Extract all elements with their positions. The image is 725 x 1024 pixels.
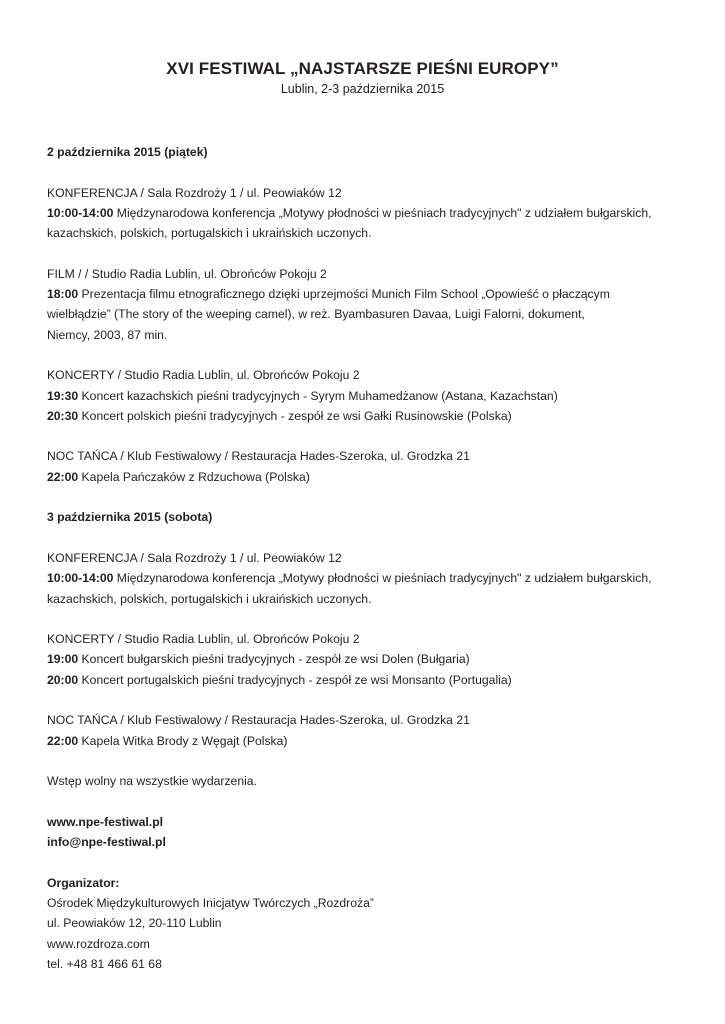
day1-heading: 2 października 2015 (piątek) — [47, 145, 208, 159]
day1-conference-line1 — [47, 203, 697, 223]
day2-concert-item2-time: 20:00 — [47, 672, 79, 687]
organizer-label: Organizator: — [47, 875, 120, 890]
day2-dance-text: Kapela Witka Brody z Węgajt (Polska) — [78, 733, 288, 748]
page-title: XVI FESTIWAL „NAJSTARSZE PIEŚNI EUROPY” — [166, 59, 559, 78]
organizer-phone: tel. +48 81 466 61 68 — [47, 956, 162, 971]
day1-dance-time: 22:00 — [47, 469, 79, 484]
day1-conference-time: 10:00-14:00 — [47, 205, 114, 220]
organizer-website-link[interactable]: www.rozdroza.com — [47, 936, 150, 951]
day1-conference-text-l1: Międzynarodowa konferencja „Motywy płodności w pieśniach tradycyjnych" z udziałem bułgarskich, — [113, 205, 652, 220]
day2-conference-text-l1: Międzynarodowa konferencja „Motywy płodności w pieśniach tradycyjnych" z udziałem bułgarskich, — [113, 571, 652, 586]
day2-conference-header: KONFERENCJA / Sala Rozdroży 1 / ul. Peowiaków 12 — [47, 550, 342, 565]
day2-concert-item1-time: 19:00 — [47, 652, 79, 667]
day1-dance-item — [47, 467, 697, 487]
day2-concert-item2-text: Koncert portugalskich pieśni tradycyjnych - zespół ze wsi Monsanto (Portugalia) — [78, 672, 512, 687]
day1-concert-item1-text: Koncert kazachskich pieśni tradycyjnych - Syrym Muhamedżanow (Astana, Kazachstan) — [78, 388, 558, 403]
day1-film-text-l1: Prezentacja filmu etnograficznego dzięki uprzejmości Munich Film School „Opowieść o płaczącym — [78, 287, 610, 302]
day1-dance-header: NOC TAŃCA / Klub Festiwalowy / Restauracja Hades-Szeroka, ul. Grodzka 21 — [47, 449, 470, 464]
page-subtitle: Lublin, 2-3 października 2015 — [280, 82, 445, 96]
festival-website-link[interactable]: www.npe-festiwal.pl — [47, 814, 164, 829]
day1-dance-text: Kapela Pańczaków z Rdzuchowa (Polska) — [78, 469, 310, 484]
day2-concert-item1-text: Koncert bułgarskich pieśni tradycyjnych - zespół ze wsi Dolen (Bułgaria) — [78, 652, 470, 667]
day2-dance-header: NOC TAŃCA / Klub Festiwalowy / Restauracja Hades-Szeroka, ul. Grodzka 21 — [47, 713, 470, 728]
day1-concert-item2 — [47, 406, 697, 426]
day1-concerts-header: KONCERTY / Studio Radia Lublin, ul. Obrońców Pokoju 2 — [47, 368, 360, 383]
day1-film-text-l3: Niemcy, 2003, 87 min. — [47, 327, 168, 342]
day2-heading: 3 października 2015 (sobota) — [47, 510, 213, 525]
free-entry-note: Wstęp wolny na wszystkie wydarzenia. — [47, 774, 257, 789]
day2-concert-item1 — [47, 649, 697, 669]
day2-dance-item — [47, 731, 697, 751]
day2-conference-time: 10:00-14:00 — [47, 571, 114, 586]
day1-conference-text-l2: kazachskich, polskich, portugalskich i ukraińskich uczonych. — [47, 226, 372, 241]
day1-concert-item2-time: 20:30 — [47, 408, 79, 423]
day1-film-line1 — [47, 284, 697, 304]
day2-dance-time: 22:00 — [47, 733, 79, 748]
day1-concert-item1-time: 19:30 — [47, 388, 79, 403]
day1-film-time: 18:00 — [47, 287, 79, 302]
day2-conference-line1 — [47, 568, 697, 588]
organizer-address: ul. Peowiaków 12, 20-110 Lublin — [47, 916, 222, 931]
organizer-name: Ośrodek Międzykulturowych Inicjatyw Twórczych „Rozdroża” — [47, 895, 374, 910]
festival-email-link[interactable]: info@npe-festiwal.pl — [47, 835, 166, 850]
day1-concert-item1 — [47, 386, 697, 406]
day2-concert-item2 — [47, 670, 697, 690]
day1-film-text-l2: wielbłądzie” (The story of the weeping camel), w reż. Byambasuren Davaa, Luigi Falorni, dokument, — [47, 307, 585, 322]
day1-film-header: FILM / / Studio Radia Lublin, ul. Obrońców Pokoju 2 — [47, 266, 327, 281]
day2-conference-text-l2: kazachskich, polskich, portugalskich i ukraińskich uczonych. — [47, 591, 372, 606]
day1-conference-header: KONFERENCJA / Sala Rozdroży 1 / ul. Peowiaków 12 — [47, 185, 342, 200]
day1-concert-item2-text: Koncert polskich pieśni tradycyjnych - zespół ze wsi Gałki Rusinowskie (Polska) — [78, 408, 512, 423]
day2-concerts-header: KONCERTY / Studio Radia Lublin, ul. Obrońców Pokoju 2 — [47, 632, 360, 647]
program-content — [47, 142, 697, 974]
